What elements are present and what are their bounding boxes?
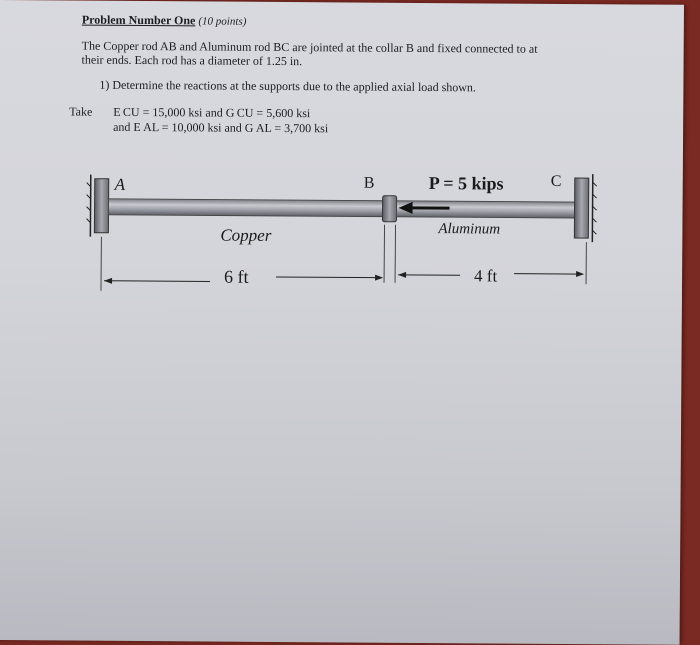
load-label: P = 5 kips [429, 173, 504, 195]
copper-label: Copper [220, 226, 271, 246]
material-properties-line1: E CU = 15,000 ksi and G CU = 5,600 ksi [113, 105, 310, 121]
label-c: C [551, 173, 562, 191]
problem-statement-line2: their ends. Each rod has a diameter of 1.25 in. [82, 53, 303, 70]
length-aluminum-label: 4 ft [474, 266, 497, 286]
aluminum-label: Aluminum [438, 221, 500, 238]
dimension-extension-lines [101, 223, 586, 294]
collar-b [382, 196, 396, 222]
left-fixed-support [86, 175, 108, 237]
take-label: Take [69, 105, 92, 120]
label-a: A [115, 175, 126, 195]
material-properties-line2: and E AL = 10,000 ksi and G AL = 3,700 ksi [113, 120, 328, 137]
question-1: 1) Determine the reactions at the supports due to the applied axial load shown. [99, 78, 476, 96]
problem-title: Problem Number One (10 points) [82, 13, 247, 29]
label-b: B [364, 175, 375, 193]
right-fixed-support [574, 174, 596, 242]
problem-points: (10 points) [198, 15, 246, 27]
copper-rod [109, 199, 385, 217]
length-copper-label: 6 ft [224, 267, 249, 288]
problem-statement-line1: The Copper rod AB and Aluminum rod BC are jointed at the collar B and fixed connected to at [82, 39, 538, 57]
